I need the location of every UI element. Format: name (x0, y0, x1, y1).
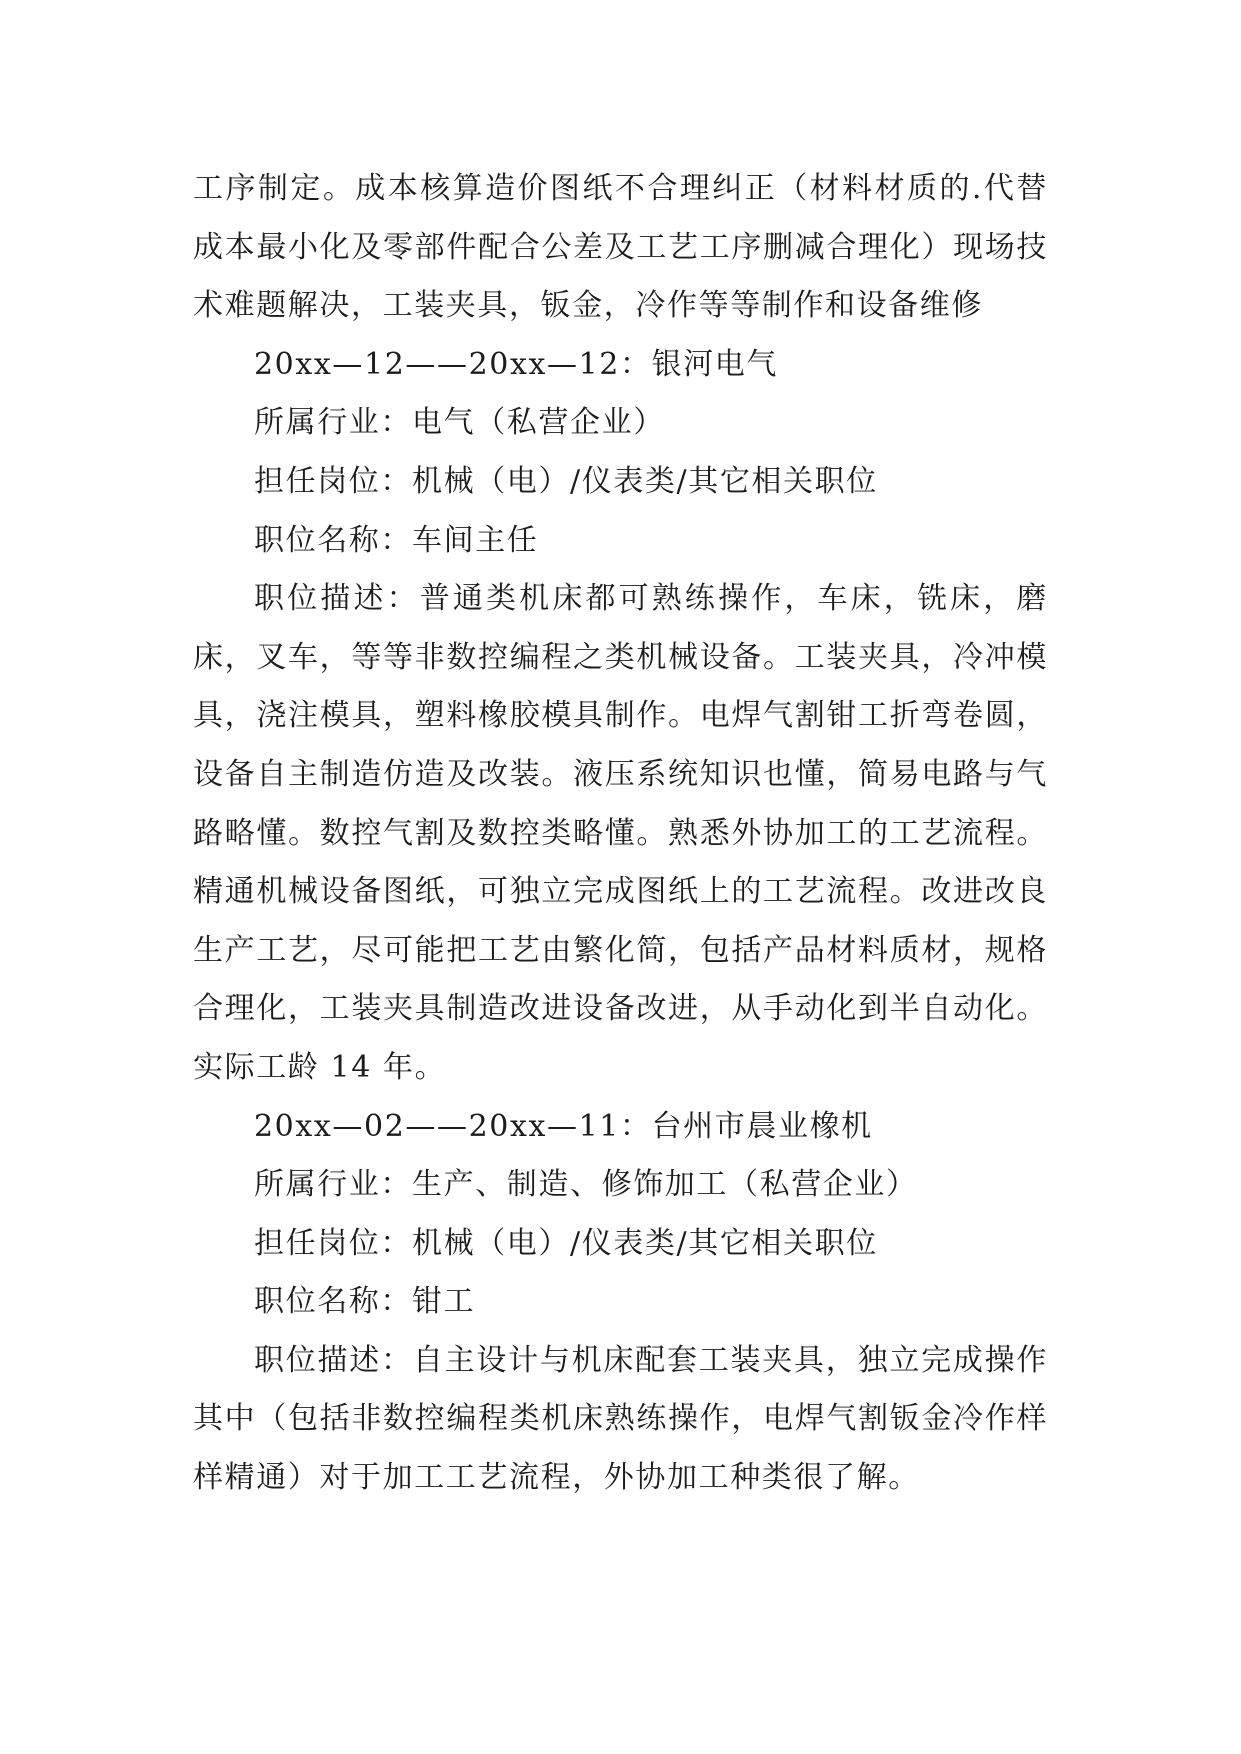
job-position-2: 担任岗位：机械（电）/仪表类/其它相关职位 (254, 1225, 878, 1261)
job-title-2: 职位名称：钳工 (254, 1284, 476, 1320)
paragraph-continuation: 工序制定。成本核算造价图纸不合理纠正（材料材质的.代替成本最小化及零部件配合公差及工艺工序删减合理化）现场技术难题解决，工装夹具，钣金，冷作等等制作和设备维修 (193, 171, 1048, 324)
document-page (193, 160, 1048, 1508)
job-title-1: 职位名称：车间主任 (254, 522, 539, 558)
job-industry-1: 所属行业：电气（私营企业） (254, 405, 665, 441)
job-industry-2: 所属行业：生产、制造、修饰加工（私营企业） (254, 1167, 918, 1203)
job-period-2: 20xx—02——20xx—11：台州市晨业橡机 (254, 1108, 873, 1144)
job-position-1: 担任岗位：机械（电）/仪表类/其它相关职位 (254, 463, 878, 499)
job-period-1: 20xx—12——20xx—12：银河电气 (254, 346, 778, 382)
job-description-2: 职位描述：自主设计与机床配套工装夹具，独立完成操作其中（包括非数控编程类机床熟练操作，电焊气割钣金冷作样样精通）对于加工工艺流程，外协加工种类很了解。 (193, 1342, 1048, 1496)
job-description-1: 职位描述：普通类机床都可熟练操作，车床，铣床，磨床，叉车，等等非数控编程之类机械设备。工装夹具，冷冲模具，浇注模具，塑料橡胶模具制作。电焊气割钳工折弯卷圆，设备自主制造仿造及改装。液压系统知识也懂，简易电路与气路略懂。数控气割及数控类略懂。熟悉外协加工的工艺流程。精通机械设备图纸，可独立完成图纸上的工艺流程。改进改良生产工艺，尽可能把工艺由繁化简，包括产品材料质材，规格合理化，工装夹具制造改进设备改进，从手动化到半自动化。实际工龄 14 年。 (193, 581, 1048, 1085)
